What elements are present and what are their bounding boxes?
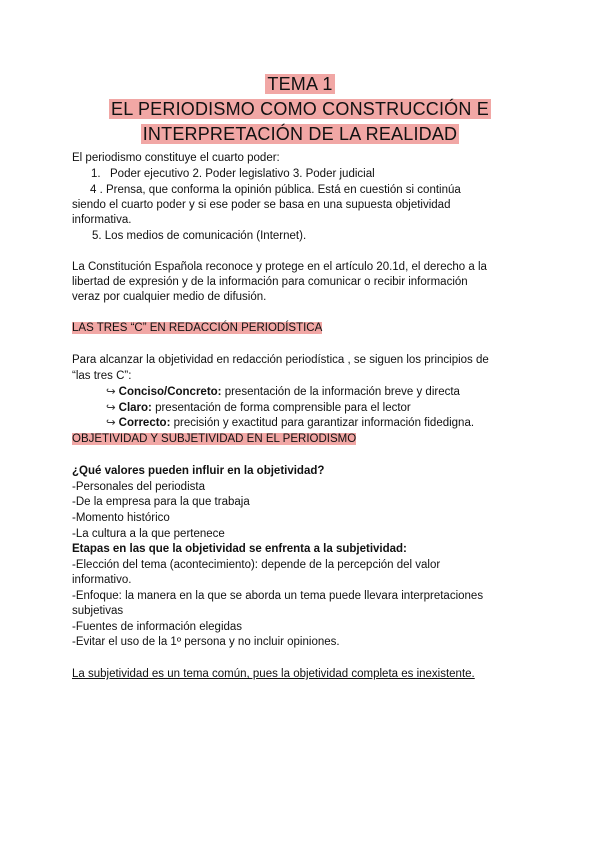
- section-heading-objetividad: [72, 432, 356, 446]
- principle-item: [106, 385, 460, 399]
- hook-arrow-icon: ↪: [106, 402, 116, 414]
- value-item: -Personales del periodista: [72, 481, 205, 493]
- stage-1-line-1: -Elección del tema (acontecimiento): depende de la percepción del valor: [72, 559, 441, 571]
- stage-2-line-2: subjetivas: [72, 605, 124, 617]
- list-item-5: 5. Los medios de comunicación (Internet).: [92, 230, 307, 242]
- principle-desc: presentación de la información breve y directa: [221, 386, 460, 398]
- principle-desc: precisión y exactitud para garantizar información fidedigna.: [170, 417, 475, 429]
- stage-3: -Fuentes de información elegidas: [72, 621, 243, 633]
- question-stages: Etapas en las que la objetividad se enfrenta a la subjetividad:: [72, 543, 407, 555]
- value-item: -Momento histórico: [72, 512, 170, 524]
- principle-item: [106, 401, 411, 415]
- principle-item: [106, 416, 474, 430]
- section-heading-tres-c-text: LAS TRES “C” EN REDACCIÓN PERIODÍSTICA: [72, 322, 323, 334]
- list-item-4-line-1: 4 . Prensa, que conforma la opinión pública. Está en cuestión si continúa: [90, 184, 461, 196]
- topic-number: [0, 72, 600, 96]
- value-item: -De la empresa para la que trabaja: [72, 496, 250, 508]
- principle-desc: presentación de forma comprensible para el lector: [151, 402, 411, 414]
- tres-c-intro-line-1: Para alcanzar la objetividad en redacción periodística , se siguen los principios de: [72, 354, 489, 366]
- section-heading-objetividad-text: OBJETIVIDAD Y SUBJETIVIDAD EN EL PERIODISMO: [72, 433, 357, 445]
- topic-number-text: TEMA 1: [267, 74, 333, 94]
- conclusion: La subjetividad es un tema común, pues la objetividad completa es inexistente.: [72, 668, 475, 680]
- intro-lead: El periodismo constituye el cuarto poder:: [72, 152, 280, 164]
- constitution-line-3: veraz por cualquier medio de difusión.: [72, 291, 267, 303]
- stage-4: -Evitar el uso de la 1º persona y no incluir opiniones.: [72, 636, 340, 648]
- list-item-4-line-3: informativa.: [72, 214, 132, 226]
- hook-arrow-icon: ↪: [106, 386, 116, 398]
- principle-term: Conciso/Concreto:: [118, 386, 222, 398]
- stage-2-line-1: -Enfoque: la manera en la que se aborda un tema puede llevara interpretaciones: [72, 590, 484, 602]
- list-number-1: 1.: [91, 168, 101, 180]
- page-title-line-1: [0, 97, 600, 121]
- constitution-line-1: La Constitución Española reconoce y protege en el artículo 20.1d, el derecho a la: [72, 261, 487, 273]
- question-values: ¿Qué valores pueden influir en la objetividad?: [72, 465, 325, 477]
- page-title-text-2: INTERPRETACIÓN DE LA REALIDAD: [142, 124, 458, 144]
- principle-term: Correcto:: [118, 417, 171, 429]
- page-title-text-1: EL PERIODISMO COMO CONSTRUCCIÓN E: [111, 99, 489, 119]
- value-item: -La cultura a la que pertenece: [72, 528, 225, 540]
- list-item-powers: Poder ejecutivo 2. Poder legislativo 3. Poder judicial: [110, 168, 375, 180]
- constitution-line-2: libertad de expresión y de la información para comunicar o recibir información: [72, 276, 468, 288]
- page-title-line-2: [0, 122, 600, 146]
- section-heading-tres-c: [72, 321, 322, 335]
- list-item-4-line-2: siendo el cuarto poder y si ese poder se basa en una supuesta objetividad: [72, 199, 451, 211]
- tres-c-intro-line-2: “las tres C”:: [72, 370, 132, 382]
- stage-1-line-2: informativo.: [72, 574, 132, 586]
- hook-arrow-icon: ↪: [106, 417, 116, 429]
- principle-term: Claro:: [118, 402, 152, 414]
